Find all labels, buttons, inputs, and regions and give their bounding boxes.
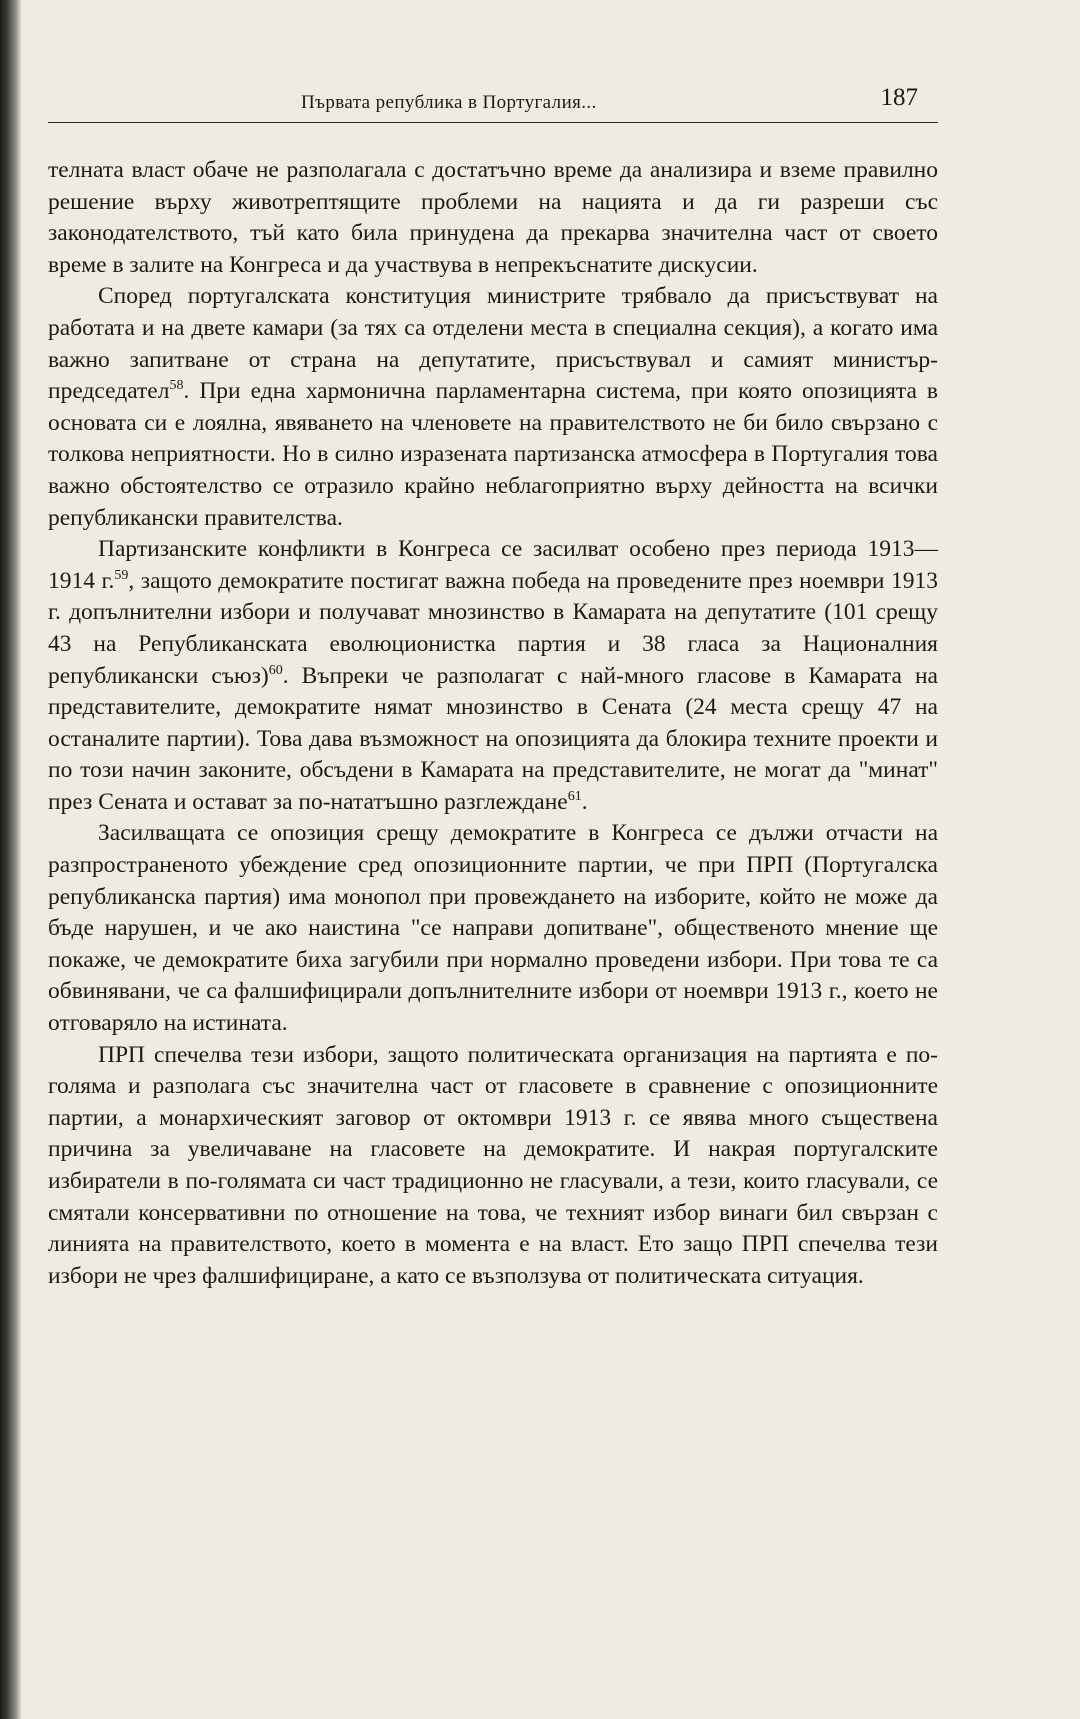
body-text [48,155,938,1292]
page-spine-shadow [0,0,22,1719]
footnote-ref-60: 60 [268,662,283,678]
running-header [48,80,938,123]
paragraph-3-text-d: . [581,788,588,815]
running-title: Първата република в Португалия... [301,92,597,113]
book-page [48,80,938,1680]
paragraph-1: телната власт обаче не разполагала с достатъчно време да анализира и вземе правилно решение върху животрептящите проблеми на нацията и да ги разреши със законодателството, тъй като била принудена да прекарва значителна част от своето време в залите на Конгреса и да участвува в непрекъснатите дискусии. [48,157,938,278]
footnote-ref-58: 58 [169,378,184,394]
footnote-ref-59: 59 [114,567,129,583]
paragraph-2-text-a: Според португалската конституция министрите трябвало да присъствуват на работата и на двете камари (за тях са отделени места в специална секция), а когато има важно запитване от страна на депутатите, присъствувал и самият министър-председател [48,283,938,405]
footnote-ref-61: 61 [567,788,582,804]
paragraph-3-text-b: , защото демократите постигат важна победа на проведените през ноември 1913 г. допълнителни избори и получават мнозинство в Камарата на депутатите (101 срещу 43 на Републиканската еволюционистка партия и 38 гласа за Националния републикански съюз) [48,567,938,689]
page-number: 187 [880,84,918,111]
paragraph-2-text-b: . При една хармонична парламентарна система, при която опозицията в основата си е лоялна, явяването на членовете на правителството не би било свързано с толкова неприятности. Но в силно изразената партизанска атмосфера в Португалия това важно обстоятелство се отразило крайно неблагоприятно върху дейността на всички републикански правителства. [48,378,938,531]
paragraph-5: ПРП спечелва тези избори, защото политическата организация на партията е по-голяма и разполага със значителна част от гласовете в сравнение с опозиционните партии, а монархическият заговор от октомври 1913 г. се явява много съществена причина за увеличаване на гласовете на демократите. И накрая португалските избиратели в по-голямата си част традиционно не гласували, а тези, които гласували, се смятали консервативни по отношение на това, че техният избор винаги бил свързан с линията на правителството, което в момента е на власт. Ето защо ПРП спечелва тези избори не чрез фалшифициране, а като се възползува от политическата ситуация. [48,1041,938,1289]
paragraph-2 [48,281,938,534]
paragraph-3-text-c: . Въпреки че разполагат с най-много гласове в Камарата на представителите, демократите нямат мнозинство в Сената (24 места срещу 47 на останалите партии). Това дава възможност на опозицията да блокира техните проекти и по този начин законите, обсъдени в Камарата на представителите, не могат да "минат" през Сената и остават за по-нататъшно разглеждане [48,662,938,815]
paragraph-3 [48,534,938,818]
paragraph-4: Засилващата се опозиция срещу демократите в Конгреса се дължи отчасти на разпространеното убеждение сред опозиционните партии, че при ПРП (Португалска републиканска партия) има монопол при провеждането на изборите, който не може да бъде нарушен, и че ако наистина "се направи допитване", общественото мнение ще покаже, че демократите биха загубили при нормално проведени избори. При това те са обвинявани, че са фалшифицирали допълнителните избори от ноември 1913 г., което не отговаряло на истината. [48,820,938,1037]
paragraph-3-text-a: Партизанските конфликти в Конгреса се засилват особено през периода 1913—1914 г. [48,536,938,594]
